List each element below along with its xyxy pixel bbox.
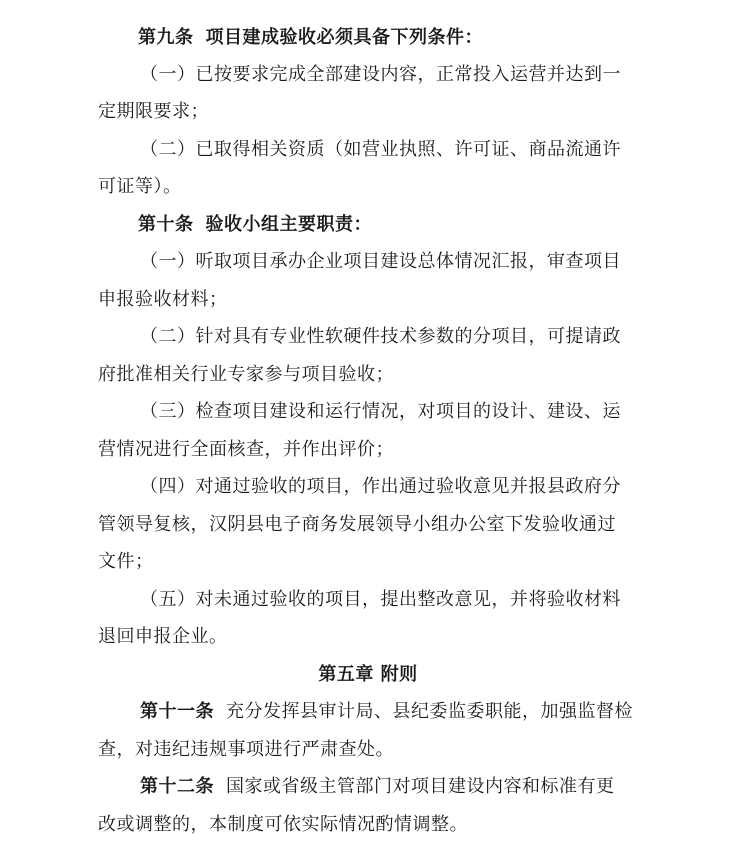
article-11-label: 第十一条: [140, 701, 214, 722]
article-12-text-1: 国家或省级主管部门对项目建设内容和标准有更: [226, 776, 615, 797]
article-10-item-4-line-1: （四）对通过验收的项目，作出通过验收意见并报县政府分: [140, 476, 621, 497]
article-10-item-5-line-2: 退回申报企业。: [98, 626, 228, 647]
article-10-label: 第十条: [138, 214, 194, 235]
article-12-line-2: 改或调整的，本制度可依实际情况酌情调整。: [98, 814, 468, 835]
article-9-item-2-line-2: 可证等）。: [98, 176, 182, 197]
article-9-item-2-line-1: （二）已取得相关资质（如营业执照、许可证、商品流通许: [140, 139, 621, 160]
article-9-title: 项目建成验收必须具备下列条件：: [205, 27, 483, 48]
article-9-item-1-line-1: （一）已按要求完成全部建设内容，正常投入运营并达到一: [140, 64, 621, 85]
chapter-5-title: 第五章 附则: [318, 664, 418, 685]
article-12-label: 第十二条: [140, 776, 214, 797]
article-11-line-2: 查，对违纪违规事项进行严肃查处。: [98, 739, 394, 760]
article-9-heading: [138, 26, 483, 50]
article-10-item-4-line-2: 管领导复核，汉阴县电子商务发展领导小组办公室下发验收通过: [98, 514, 616, 535]
article-10-item-4-line-3: 文件；: [98, 551, 154, 572]
article-10-item-1-line-2: 申报验收材料；: [98, 289, 228, 310]
article-10-item-1-line-1: （一）听取项目承办企业项目建设总体情况汇报，审查项目: [140, 251, 621, 272]
article-10-item-2-line-2: 府批准相关行业专家参与项目验收；: [98, 364, 394, 385]
article-10-title: 验收小组主要职责：: [205, 214, 372, 235]
article-10-item-3-line-1: （三）检查项目建设和运行情况，对项目的设计、建设、运: [140, 401, 621, 422]
article-12-line-1: [140, 775, 668, 799]
article-11-line-1: [140, 700, 668, 724]
article-11-text-1: 充分发挥县审计局、县纪委监委职能，加强监督检: [226, 701, 633, 722]
article-10-item-5-line-1: （五）对未通过验收的项目，提出整改意见，并将验收材料: [140, 589, 621, 610]
article-10-item-3-line-2: 营情况进行全面核查，并作出评价；: [98, 439, 394, 460]
article-9-item-1-line-2: 定期限要求；: [98, 101, 209, 122]
article-10-item-2-line-1: （二）针对具有专业性软硬件技术参数的分项目，可提请政: [140, 326, 621, 347]
article-10-heading: [138, 213, 372, 237]
article-9-label: 第九条: [138, 27, 194, 48]
